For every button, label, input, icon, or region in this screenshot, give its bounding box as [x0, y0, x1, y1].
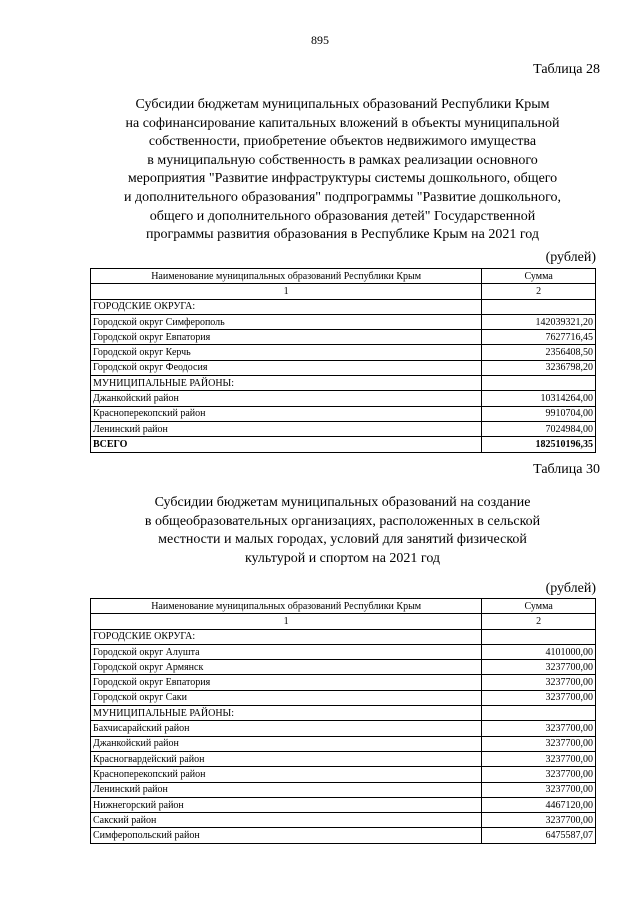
- row-value: 3237700,00: [482, 675, 596, 690]
- row-name: Симферопольский район: [91, 828, 482, 843]
- title-line: в общеобразовательных организациях, расположенных в сельской: [144, 513, 541, 529]
- header-name: Наименование муниципальных образований Республики Крым: [91, 269, 482, 284]
- row-value: 4467120,00: [482, 797, 596, 812]
- row-value: 3237700,00: [482, 751, 596, 766]
- page-number: 895: [311, 33, 329, 47]
- table-row: [91, 314, 596, 329]
- title-line: Субсидии бюджетам муниципальных образований Республики Крым: [135, 97, 550, 112]
- table-28-label: Таблица 28: [533, 62, 600, 77]
- table-row: [91, 299, 596, 314]
- table-row: [91, 660, 596, 675]
- row-name: Городской округ Симферополь: [91, 314, 482, 329]
- table-index-row: [91, 614, 596, 629]
- table-28: [90, 268, 596, 453]
- row-value: 3237700,00: [482, 813, 596, 828]
- row-value: [482, 376, 596, 391]
- index-2: 2: [482, 284, 596, 299]
- row-value: 3237700,00: [482, 721, 596, 736]
- table-row: [91, 421, 596, 436]
- table-row: [91, 644, 596, 659]
- header-sum: Сумма: [482, 269, 596, 284]
- row-name: Городской округ Алушта: [91, 644, 482, 659]
- table-row: [91, 767, 596, 782]
- row-value: 3236798,20: [482, 360, 596, 375]
- table-row: [91, 345, 596, 360]
- row-name: Джанкойский район: [91, 736, 482, 751]
- total-row: [91, 437, 596, 452]
- title-line: в муниципальную собственность в рамках реализации основного: [147, 152, 538, 168]
- index-1: 1: [91, 614, 482, 629]
- row-name: МУНИЦИПАЛЬНЫЕ РАЙОНЫ:: [91, 376, 482, 391]
- index-2: 2: [482, 614, 596, 629]
- row-name: Городской округ Саки: [91, 690, 482, 705]
- row-value: [482, 706, 596, 721]
- row-value: 9910704,00: [482, 406, 596, 421]
- table-row: [91, 797, 596, 812]
- title-line: собственности, приобретение объектов недвижимого имущества: [148, 134, 537, 150]
- table-row: [91, 721, 596, 736]
- row-value: 7627716,45: [482, 330, 596, 345]
- row-value: 10314264,00: [482, 391, 596, 406]
- title-line: общего и дополнительного образования детей" Государственной: [149, 208, 536, 224]
- row-name: Бахчисарайский район: [91, 721, 482, 736]
- row-name: Ленинский район: [91, 782, 482, 797]
- table-30: [90, 598, 596, 844]
- table-row: [91, 736, 596, 751]
- row-name: Городской округ Феодосия: [91, 360, 482, 375]
- table-row: [91, 782, 596, 797]
- total-label: ВСЕГО: [91, 437, 482, 452]
- total-value: 182510196,35: [482, 437, 596, 452]
- row-value: 4101000,00: [482, 644, 596, 659]
- row-name: Джанкойский район: [91, 391, 482, 406]
- row-name: Сакский район: [91, 813, 482, 828]
- table-row: [91, 813, 596, 828]
- row-name: Красноперекопский район: [91, 406, 482, 421]
- table-row: [91, 629, 596, 644]
- table-row: [91, 675, 596, 690]
- row-value: 3237700,00: [482, 736, 596, 751]
- table-30-unit: (рублей): [545, 581, 596, 596]
- header-sum: Сумма: [482, 599, 596, 614]
- table-row: [91, 360, 596, 375]
- table-28-title: [90, 96, 595, 245]
- row-name: Городской округ Евпатория: [91, 330, 482, 345]
- table-row: [91, 376, 596, 391]
- row-value: 3237700,00: [482, 767, 596, 782]
- table-28-unit: (рублей): [545, 250, 596, 265]
- title-line: Субсидии бюджетам муниципальных образований на создание: [154, 495, 531, 510]
- table-row: [91, 690, 596, 705]
- row-name: ГОРОДСКИЕ ОКРУГА:: [91, 629, 482, 644]
- table-index-row: [91, 284, 596, 299]
- title-line: и дополнительного образования" подпрограммы "Развитие дошкольного,: [123, 189, 562, 205]
- table-row: [91, 828, 596, 843]
- row-name: Красноперекопский район: [91, 767, 482, 782]
- table-row: [91, 330, 596, 345]
- row-value: 3237700,00: [482, 660, 596, 675]
- row-name: Красногвардейский район: [91, 751, 482, 766]
- row-name: ГОРОДСКИЕ ОКРУГА:: [91, 299, 482, 314]
- row-value: [482, 299, 596, 314]
- header-name: Наименование муниципальных образований Республики Крым: [91, 599, 482, 614]
- row-name: МУНИЦИПАЛЬНЫЕ РАЙОНЫ:: [91, 706, 482, 721]
- row-value: 3237700,00: [482, 782, 596, 797]
- title-line: программы развития образования в Республике Крым на 2021 год: [146, 227, 539, 243]
- row-name: Городской округ Евпатория: [91, 675, 482, 690]
- row-name: Нижнегорский район: [91, 797, 482, 812]
- index-1: 1: [91, 284, 482, 299]
- row-name: Городской округ Керчь: [91, 345, 482, 360]
- title-line: местности и малых городах, условий для занятий физической: [158, 532, 527, 548]
- table-30-label: Таблица 30: [533, 462, 600, 477]
- row-value: 7024984,00: [482, 421, 596, 436]
- row-name: Ленинский район: [91, 421, 482, 436]
- table-header-row: [91, 269, 596, 284]
- table-header-row: [91, 599, 596, 614]
- row-value: 142039321,20: [482, 314, 596, 329]
- table-30-title: [90, 494, 595, 568]
- row-value: 2356408,50: [482, 345, 596, 360]
- table-row: [91, 406, 596, 421]
- table-row: [91, 706, 596, 721]
- table-row: [91, 391, 596, 406]
- table-row: [91, 751, 596, 766]
- row-value: [482, 629, 596, 644]
- title-line: мероприятия "Развитие инфраструктуры системы дошкольного, общего: [127, 171, 558, 187]
- title-line: культурой и спортом на 2021 год: [244, 550, 441, 566]
- row-value: 6475587,07: [482, 828, 596, 843]
- row-value: 3237700,00: [482, 690, 596, 705]
- title-line: на софинансирование капитальных вложений в объекты муниципальной: [125, 115, 560, 131]
- row-name: Городской округ Армянск: [91, 660, 482, 675]
